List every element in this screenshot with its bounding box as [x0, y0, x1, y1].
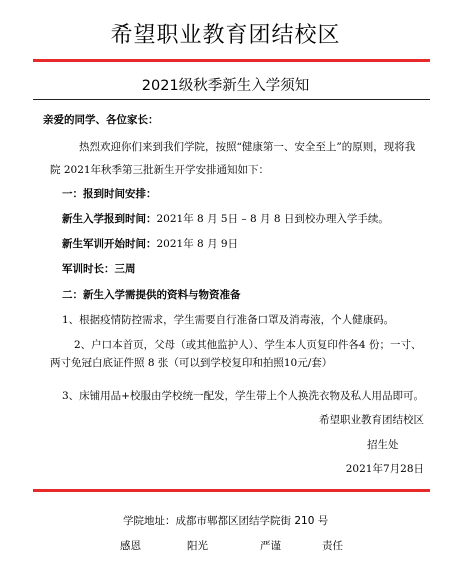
intro-line-2: 院 2021年秋季第三批新生开学安排通知如下： [50, 164, 270, 176]
requirement-item-2: 2、户口本首页，父母（或其他监护人）、学生本人页复印件各4 份；一寸、两寸免冠白底证件照 8 张（可以到学校复印和拍照10元/套） [50, 339, 422, 369]
doc-title: 2021级秋季新生入学须知 [141, 78, 310, 94]
military-length-row [62, 262, 136, 276]
school-name: 希望职业教育团结校区 [110, 23, 341, 48]
signature-date: 2021年7月28日 [345, 463, 424, 475]
military-length-label: 军训时长： [62, 263, 115, 275]
enroll-time-value: 2021年 8 月 5日 – 8 月 8 日到校办理入学手续。 [156, 213, 389, 225]
enroll-time-row [62, 212, 389, 226]
greeting: 亲爱的同学、各位家长： [43, 114, 159, 126]
motto-responsibility: 责任 [322, 540, 343, 552]
signature-org: 希望职业教育团结校区 [319, 414, 424, 426]
section1-heading: 一：报到时间安排： [62, 188, 157, 200]
footer-red-rule [33, 489, 430, 492]
military-start-row [62, 237, 238, 251]
military-start-label: 新生军训开始时间： [62, 238, 157, 250]
requirement-item-1: 1、根据疫情防控需求，学生需要自行准备口罩及消毒液，个人健康码。 [62, 314, 395, 326]
school-address: 学院地址：成都市郫都区团结学院街 210 号 [123, 515, 329, 527]
title-divider [33, 99, 430, 100]
requirement-item-3: 3、床铺用品+校服由学校统一配发，学生带上个人换洗衣物及私人用品即可。 [62, 390, 424, 402]
motto-sunshine: 阳光 [187, 540, 208, 552]
motto-rigor: 严谨 [260, 540, 281, 552]
motto-gratitude: 感恩 [120, 540, 141, 552]
enroll-time-label: 新生入学报到时间： [62, 213, 157, 225]
intro-line-1: 热烈欢迎你们来到我们学院，按照“健康第一、安全至上”的原则，现将我 [79, 141, 416, 153]
header-red-rule [33, 59, 430, 62]
military-start-value: 2021年 8 月 9日 [156, 238, 239, 250]
section2-heading: 二：新生入学需提供的资料与物资准备 [62, 289, 241, 301]
signature-office: 招生处 [367, 439, 399, 451]
military-length-value: 三周 [114, 263, 136, 275]
